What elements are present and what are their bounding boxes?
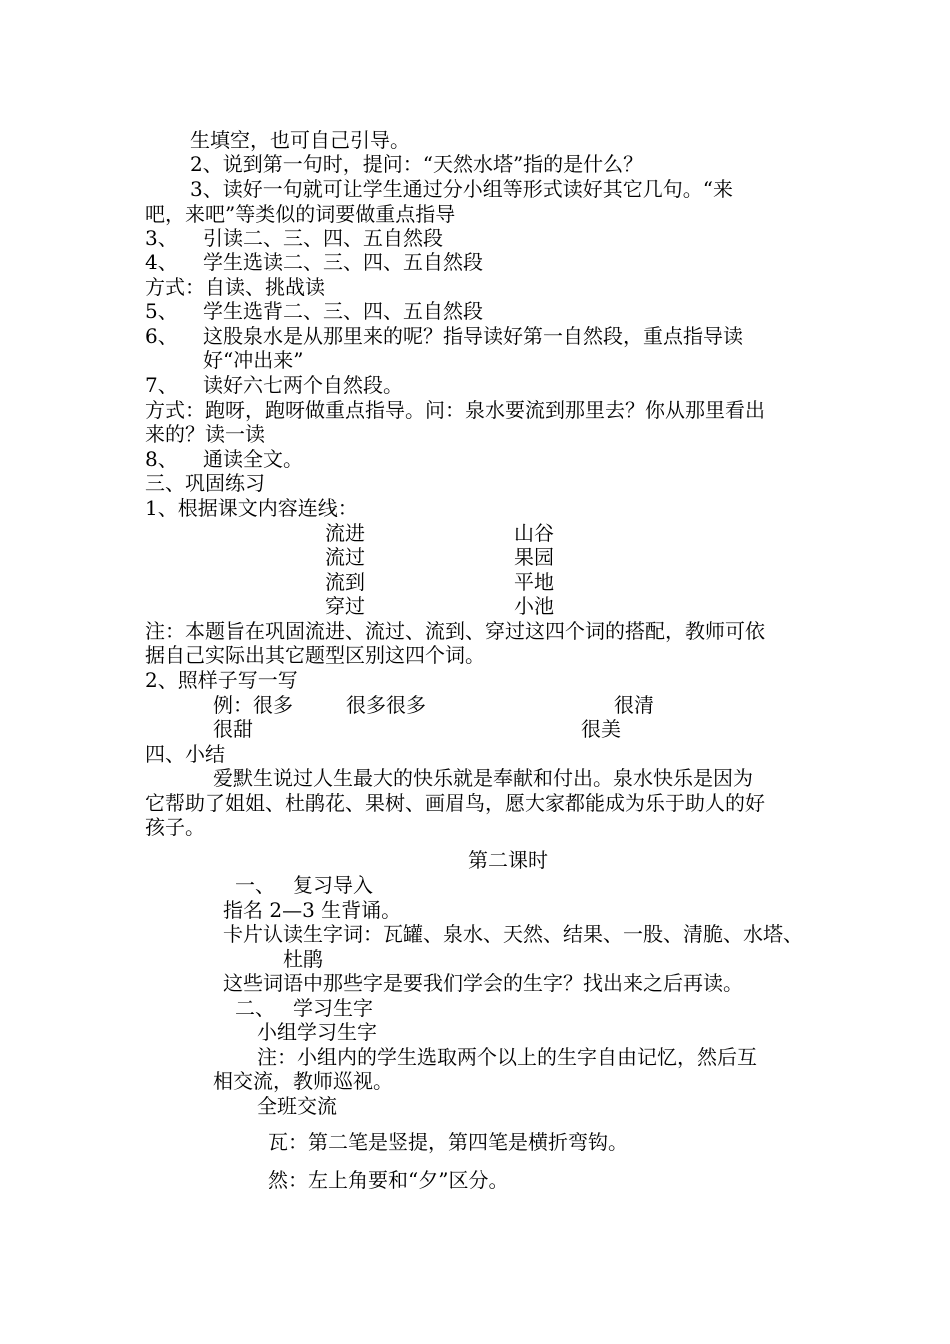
exercise-item: 很甜 [213,717,253,741]
section-heading: 三、巩固练习 [145,471,265,495]
item-number: 6、 [145,324,178,348]
numbered-item [145,299,483,323]
text-line: 孩子。 [145,815,205,839]
numbered-item [145,226,443,250]
item-number: 4、 [145,250,178,274]
text-line: 生填空，也可自己引导。 [190,128,410,152]
text-line: 杜鹃 [283,947,323,971]
matching-left: 流进 [325,521,365,545]
text-line: 小组学习生字 [257,1020,377,1044]
numbered-item [145,250,483,274]
text-line: 爱默生说过人生最大的快乐就是奉献和付出。泉水快乐是因为 [213,766,753,790]
text-line: 方式：自读、挑战读 [145,275,325,299]
text-line: 全班交流 [257,1094,337,1118]
text-line: 3、读好一句就可让学生通过分小组等形式读好其它几句。“来 [190,177,733,201]
section-number: 二、 [235,996,275,1020]
section-title: 学习生字 [293,996,373,1020]
item-number: 5、 [145,299,178,323]
item-text: 学生选读二、三、四、五自然段 [203,250,483,274]
item-text: 通读全文。 [203,447,303,471]
text-line: 然：左上角要和“夕”区分。 [268,1168,509,1192]
text-line: 注：小组内的学生选取两个以上的生字自由记忆，然后互 [257,1045,757,1069]
text-line: 卡片认读生字词：瓦罐、泉水、天然、结果、一股、清脆、水塔、 [223,922,803,946]
item-number: 8、 [145,447,178,471]
matching-right: 小池 [514,594,554,618]
text-line: 据自己实际出其它题型区别这四个词。 [145,643,485,667]
item-number: 3、 [145,226,178,250]
numbered-item [145,447,303,471]
text-line: 瓦：第二笔是竖提，第四笔是横折弯钩。 [268,1130,628,1154]
matching-left: 流过 [325,545,365,569]
item-text: 这股泉水是从那里来的呢？指导读好第一自然段，重点指导读 [203,324,743,348]
section-heading [235,873,373,897]
item-text: 引读二、三、四、五自然段 [203,226,443,250]
matching-right: 平地 [514,570,554,594]
matching-right: 果园 [514,545,554,569]
text-line: 注：本题旨在巩固流进、流过、流到、穿过这四个词的搭配，教师可依 [145,619,765,643]
text-line: 1、根据课文内容连线： [145,496,358,520]
text-line: 这些词语中那些字是要我们学会的生字？找出来之后再读。 [223,971,743,995]
text-line: 好“冲出来” [203,348,304,372]
text-line: 相交流，教师巡视。 [213,1069,393,1093]
text-line: 指名 2—3 生背诵。 [223,898,402,922]
numbered-item [145,373,403,397]
section-heading [235,996,373,1020]
text-line: 吧，来吧”等类似的词要做重点指导 [145,202,456,226]
text-line: 方式：跑呀，跑呀做重点指导。问：泉水要流到那里去？你从那里看出 [145,398,765,422]
text-line: 它帮助了姐姐、杜鹃花、果树、画眉鸟，愿大家都能成为乐于助人的好 [145,791,765,815]
matching-left: 穿过 [325,594,365,618]
matching-left: 流到 [325,570,365,594]
example-answer: 很多很多 [346,693,426,717]
item-number: 7、 [145,373,178,397]
section-title: 复习导入 [293,873,373,897]
text-line: 来的？读一读 [145,422,265,446]
numbered-item [145,324,743,348]
exercise-item: 很清 [614,693,654,717]
lesson-title: 第二课时 [468,848,548,872]
exercise-item: 很美 [581,717,621,741]
matching-right: 山谷 [514,521,554,545]
section-number: 一、 [235,873,275,897]
section-heading: 四、小结 [145,742,225,766]
text-line: 2、照样子写一写 [145,668,298,692]
text-line: 2、说到第一句时，提问：“天然水塔”指的是什么？ [190,152,644,176]
example-label: 例：很多 [213,693,293,717]
item-text: 学生选背二、三、四、五自然段 [203,299,483,323]
item-text: 读好六七两个自然段。 [203,373,403,397]
